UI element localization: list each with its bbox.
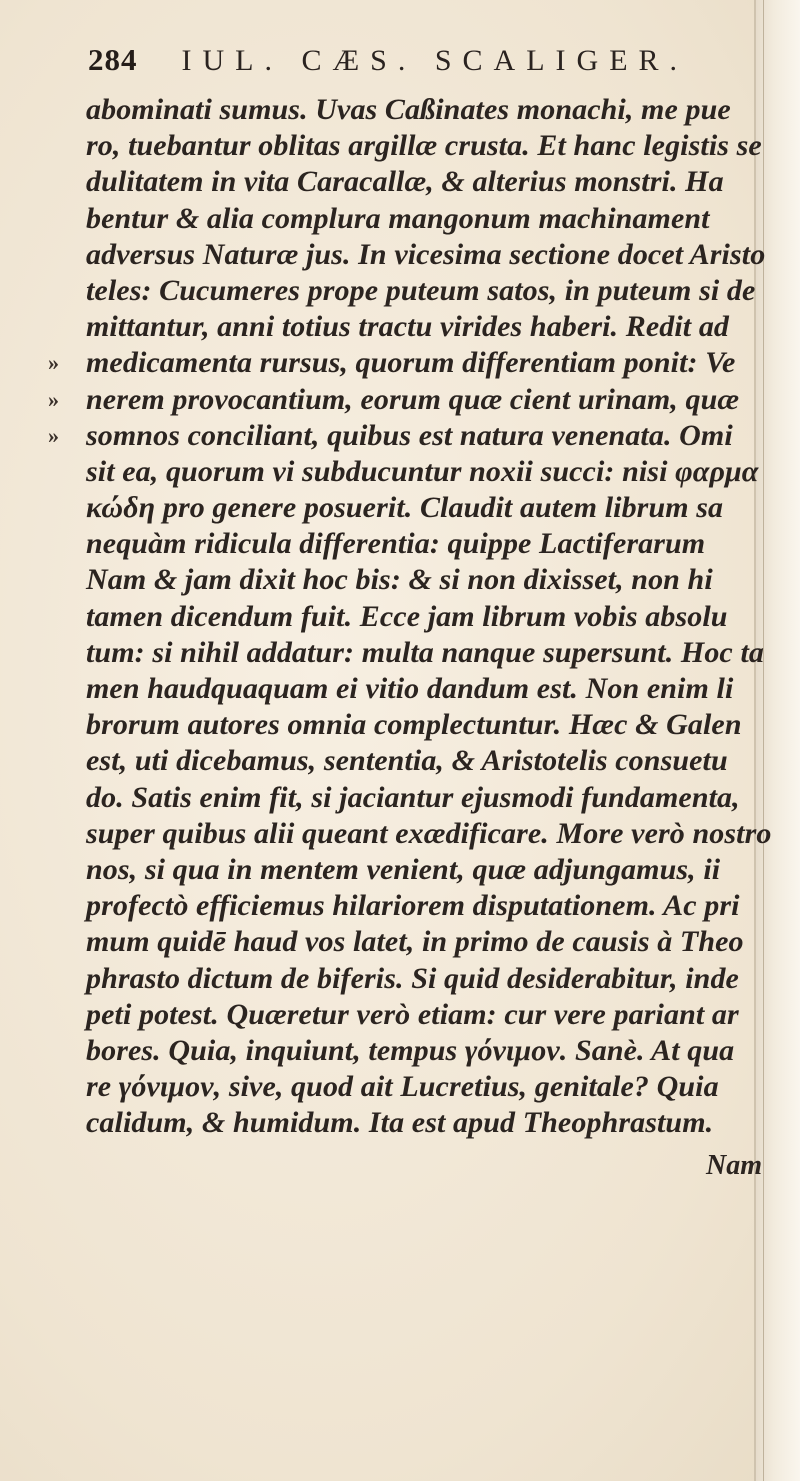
text-line: [86, 1069, 766, 1105]
text-line: [86, 707, 766, 743]
text-line: [86, 201, 766, 237]
line-text: men haudquaquam ei vitio dandum est. Non enim li: [86, 672, 734, 705]
text-line: [86, 852, 766, 888]
text-line: [86, 526, 766, 562]
line-text: phrasto dictum de biferis. Si quid desiderabitur, inde: [86, 961, 739, 995]
line-text: nerem provocantium, eorum quæ cient urinam, quæ: [86, 382, 740, 416]
body-text: [48, 92, 772, 1141]
text-line: [48, 418, 766, 454]
line-text: do. Satis enim fit, si jaciantur ejusmodi fundamenta,: [86, 780, 740, 814]
text-line: [86, 454, 766, 490]
text-line: [86, 128, 766, 164]
line-text: mum quidē haud vos latet, in primo de causis à Theo: [86, 925, 744, 959]
line-text: bentur & alia complura mangonum machinament: [86, 201, 710, 235]
line-text: brorum autores omnia complectuntur. Hæc & Galen: [86, 708, 742, 742]
text-line: [86, 743, 766, 779]
text-line: [86, 309, 766, 345]
line-text: κώδη pro genere posuerit. Claudit autem librum sa: [86, 491, 724, 525]
line-text: Nam & jam dixit hoc bis: & si non dixisset, non hi: [86, 563, 713, 597]
line-text: abominati sumus. Uvas Caßinates monachi, me pue: [86, 93, 731, 126]
line-text: est, uti dicebamus, sententia, & Aristotelis consuetu: [86, 744, 728, 778]
text-line: [86, 237, 766, 273]
line-text: calidum, & humidum. Ita est apud Theophrastum.: [86, 1106, 714, 1140]
text-line: [86, 273, 766, 309]
text-line: [86, 1033, 766, 1069]
text-line: [86, 562, 766, 598]
catchword: Nam: [706, 1149, 762, 1181]
text-line: [86, 816, 772, 852]
line-text: nequàm ridicula differentia: quippe Lactiferarum: [86, 527, 706, 561]
text-line: [86, 961, 766, 997]
text-line: [86, 780, 766, 816]
text-line: [86, 997, 766, 1033]
text-line: [86, 490, 766, 526]
line-text: sit ea, quorum vi subducuntur noxii succi: nisi φαρμα: [86, 454, 759, 488]
line-text: profectò efficiemus hilariorem disputationem. Ac pri: [86, 889, 740, 923]
text-line: [48, 345, 766, 381]
line-text: bores. Quia, inquiunt, tempus γόνιμον. Sanè. At qua: [86, 1033, 735, 1067]
line-text: somnos conciliant, quibus est natura venenata. Omi: [86, 418, 733, 452]
text-line: [48, 382, 766, 418]
text-line: [86, 888, 766, 924]
text-line: [86, 164, 766, 200]
quotation-mark: »: [48, 422, 60, 448]
line-text: tum: si nihil addatur: multa nanque supersunt. Hoc ta: [86, 635, 764, 669]
line-text: adversus Naturæ jus. In vicesima sectione docet Aristo: [86, 237, 766, 271]
text-line: [86, 1105, 766, 1141]
line-text: peti potest. Quæretur verò etiam: cur vere pariant ar: [86, 997, 739, 1031]
text-line: [86, 599, 766, 635]
text-line: [86, 635, 766, 671]
running-head: IUL. CÆS. SCALIGER.: [181, 44, 689, 77]
text-line: [86, 671, 766, 707]
line-text: medicamenta rursus, quorum differentiam ponit: Ve: [86, 346, 736, 380]
line-text: mittantur, anni totius tractu virides haberi. Redit ad: [86, 310, 730, 344]
text-line: [86, 92, 766, 128]
line-text: re γόνιμον, sive, quod ait Lucretius, genitale? Quia: [86, 1070, 719, 1104]
line-text: ro, tuebantur oblitas argillæ crusta. Et hanc legistis se: [86, 129, 762, 163]
page-number: 284: [88, 42, 138, 77]
quotation-mark: »: [48, 386, 60, 412]
line-text: dulitatem in vita Caracallæ, & alterius monstri. Ha: [86, 165, 724, 199]
quotation-mark: »: [48, 350, 60, 376]
line-text: teles: Cucumeres prope puteum satos, in puteum si de: [86, 273, 756, 307]
line-text: tamen dicendum fuit. Ecce jam librum vobis absolu: [86, 599, 728, 633]
text-line: [86, 924, 766, 960]
line-text: nos, si qua in mentem venient, quæ adjungamus, ii: [86, 852, 721, 886]
page-header: [88, 42, 748, 92]
line-text: super quibus alii queant exædificare. More verò nostro: [86, 816, 772, 850]
